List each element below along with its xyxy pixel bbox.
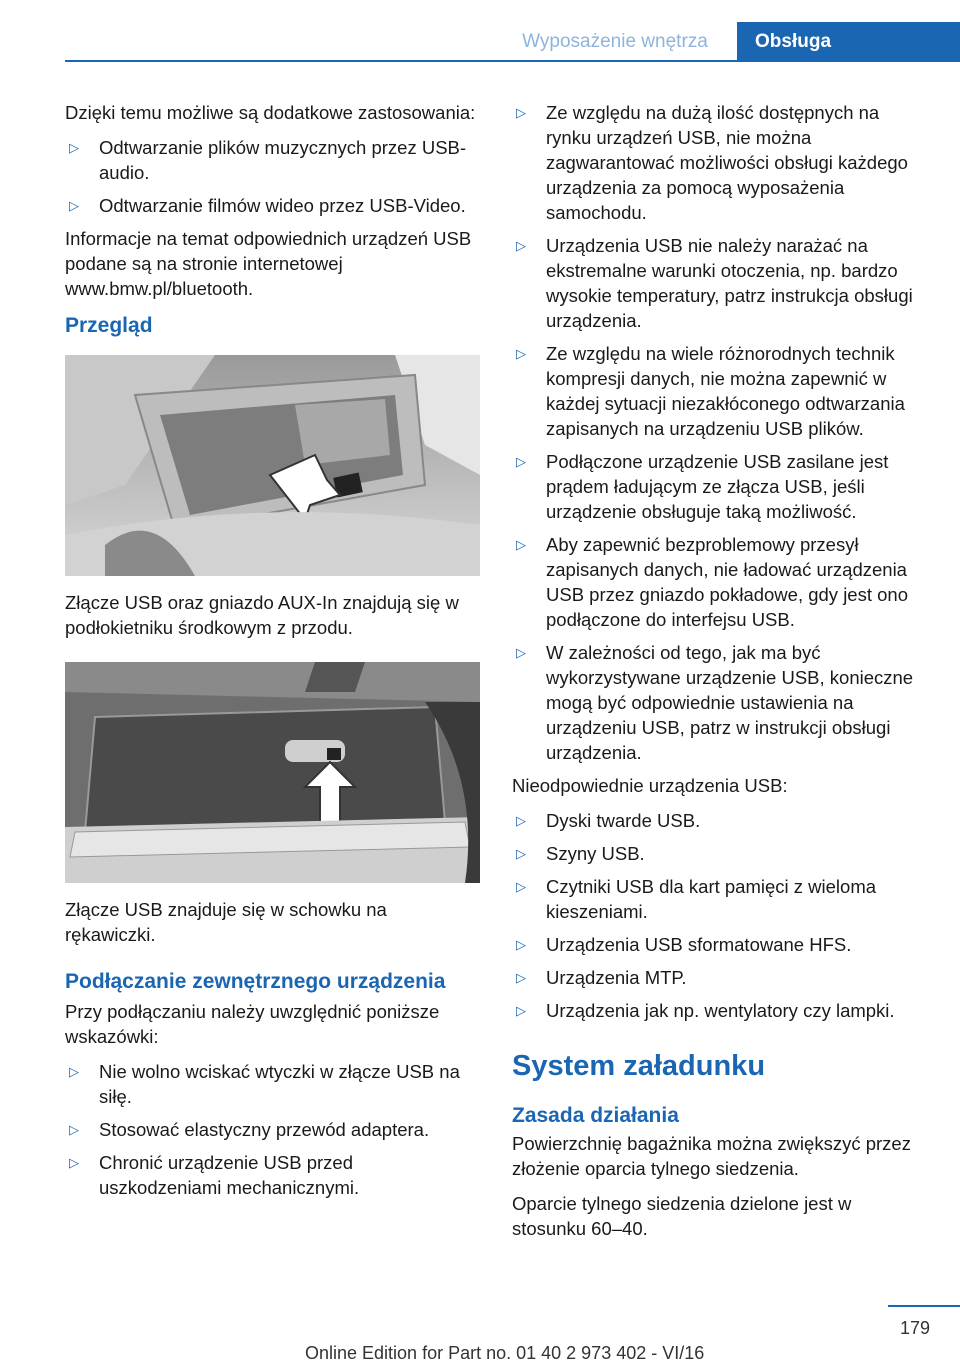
triangle-right-icon: ▷ [516, 846, 526, 861]
principle-paragraph-2: Oparcie tylnego siedzenia dzielone jest w stosunku 60–40. [512, 1193, 852, 1239]
triangle-right-icon: ▷ [69, 198, 79, 213]
list-item: ▷ Chronić urządzenie USB przed uszkodzeniami mechanicznymi. [69, 1152, 360, 1198]
list-item: ▷ Odtwarzanie filmów wideo przez USB-Video. [69, 195, 466, 216]
triangle-right-icon: ▷ [69, 140, 79, 155]
triangle-right-icon: ▷ [516, 537, 526, 552]
connect-list [65, 1059, 480, 1200]
list-item: ▷ Podłączone urządzenie USB zasilane jest prądem ładującym ze złącza USB, jeśli urządzenie obsługuje taką możliwość. [516, 451, 889, 522]
connect-intro: Przy podłączaniu należy uwzględnić poniższe wskazówki: [65, 1001, 440, 1047]
list-item: ▷ Ze względu na wiele różnorodnych technik kompresji danych, nie można zapewnić w każdej sytuacji niezakłóconego odtwarzania zapisanych na urządzeniu USB plików. [516, 343, 905, 439]
list-item: ▷ Urządzenia USB nie należy narażać na ekstremalne warunki otoczenia, np. bardzo wysokie temperatury, patrz instrukcja obsługi urządzenia. [516, 235, 913, 331]
footer-rule [888, 1305, 960, 1307]
triangle-right-icon: ▷ [516, 645, 526, 660]
system-heading: System załadunku [512, 1050, 766, 1082]
list-item: ▷ Aby zapewnić bezproblemowy przesył zapisanych danych, nie ładować urządzenia USB przez gniazdo pokładowe, gdy jest ono podłączone do interfejsu USB. [516, 534, 908, 630]
caption-glovebox: Złącze USB znajduje się w schowku na rękawiczki. [65, 899, 387, 945]
list-item: ▷ Szyny USB. [516, 843, 645, 864]
triangle-right-icon: ▷ [69, 1155, 79, 1170]
triangle-right-icon: ▷ [516, 1003, 526, 1018]
left-column [65, 100, 480, 1208]
header-chapter-tab: Obsługa [737, 22, 960, 62]
principle-paragraph-1: Powierzchnię bagażnika można zwiększyć przez złożenie oparcia tylnego siedzenia. [512, 1133, 911, 1179]
triangle-right-icon: ▷ [516, 937, 526, 952]
triangle-right-icon: ▷ [69, 1064, 79, 1079]
edition-footer: Online Edition for Part no. 01 40 2 973 402 - VI/16 [305, 1343, 705, 1363]
triangle-right-icon: ▷ [516, 105, 526, 120]
list-item: ▷ Urządzenia jak np. wentylatory czy lampki. [516, 1000, 895, 1021]
caption-armrest: Złącze USB oraz gniazdo AUX-In znajdują się w podłokietniku środkowym z przodu. [65, 592, 459, 638]
list-item: ▷ Nie wolno wciskać wtyczki w złącze USB na siłę. [69, 1061, 460, 1107]
unsuitable-intro: Nieodpowiednie urządzenia USB: [512, 775, 788, 796]
principle-heading: Zasada działania [512, 1104, 679, 1127]
connect-heading: Podłączanie zewnętrznego urządzenia [65, 970, 446, 993]
list-item: ▷ W zależności od tego, jak ma być wykorzystywane urządzenie USB, konieczne mogą być odpowiednie ustawienia na urządzeniu USB, patrz w instrukcji obsługi urządzenia. [516, 642, 914, 763]
intro-paragraph: Dzięki temu możliwe są dodatkowe zastosowania: [65, 102, 476, 123]
glovebox-usb-photo [65, 662, 480, 883]
list-item: ▷ Dyski twarde USB. [516, 810, 701, 831]
triangle-right-icon: ▷ [516, 813, 526, 828]
list-item: ▷ Urządzenia MTP. [516, 967, 687, 988]
list-item: ▷ Czytniki USB dla kart pamięci z wieloma kieszeniami. [516, 876, 877, 922]
info-paragraph: Informacje na temat odpowiednich urządzeń USB podane są na stronie internetowej www.bmw.pl/bluetooth. [65, 228, 472, 299]
header-section-title: Wyposażenie wnętrza [522, 31, 708, 52]
triangle-right-icon: ▷ [516, 454, 526, 469]
uses-list [65, 135, 480, 218]
triangle-right-icon: ▷ [516, 970, 526, 985]
list-item: ▷ Stosować elastyczny przewód adaptera. [69, 1119, 430, 1140]
triangle-right-icon: ▷ [516, 238, 526, 253]
triangle-right-icon: ▷ [69, 1122, 79, 1137]
list-item: ▷ Urządzenia USB sformatowane HFS. [516, 934, 852, 955]
list-item: ▷ Ze względu na dużą ilość dostępnych na rynku urządzeń USB, nie można zagwarantować możliwości obsługi każdego urządzenia za pomocą wyposażenia samochodu. [516, 102, 908, 223]
right-column [512, 100, 927, 1251]
armrest-usb-photo [65, 355, 480, 576]
list-item: ▷ Odtwarzanie plików muzycznych przez USB-audio. [69, 137, 467, 183]
overview-heading: Przegląd [65, 314, 153, 337]
unsuitable-list [512, 808, 927, 1023]
triangle-right-icon: ▷ [516, 346, 526, 361]
page-number: 179 [899, 1318, 930, 1338]
triangle-right-icon: ▷ [516, 879, 526, 894]
notes-list [512, 100, 927, 765]
